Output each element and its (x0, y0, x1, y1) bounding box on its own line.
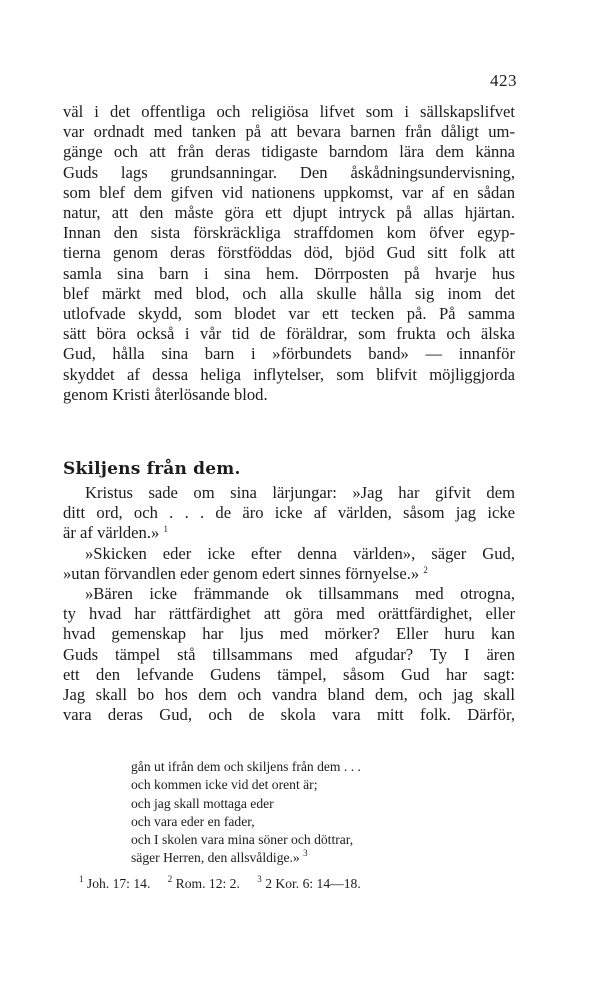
text-line: Guds tämpel stå tillsammans med afgudar? Ty I ären (63, 644, 515, 664)
text-line: ett den lefvande Gudens tämpel, såsom Gud har sagt: (63, 664, 515, 684)
text-line: Guds lags grundsanningar. Den åskådningsundervisning, (63, 162, 515, 182)
text-line: vara deras Gud, och de skola vara mitt folk. Därför, (63, 705, 515, 725)
verse-line (131, 849, 361, 867)
section-body (63, 483, 515, 725)
text-line: genom Kristi återlösande blod. (63, 384, 268, 404)
text-line (63, 564, 515, 584)
text-line: »Skicken eder icke efter denna världen», säger Gud, (85, 543, 515, 563)
text-line: Gud, hålla sina barn i »förbundets band» — innanför (63, 344, 515, 364)
footnote-text: 2 Kor. 6: 14—18. (265, 876, 361, 891)
text-line: tierna genom deras förstföddas död, bjöd Gud sitt folk att (63, 243, 515, 263)
footnote-ref: 3 (303, 848, 308, 859)
text-line: »Bären icke främmande ok tillsammans med otrogna, (85, 584, 515, 604)
footnote-number: 3 (257, 874, 262, 884)
text-line-content: »utan förvandlen eder genom edert sinnes förnyelse.» (63, 563, 420, 583)
text-line: skyddet af dessa heliga inflytelser, som blifvit möjliggjorda (63, 364, 515, 384)
text-line: var ordnadt med tanken på att bevara barnen från dåligt um- (63, 122, 515, 142)
verse-line: gån ut ifrån dem och skiljens från dem . . . (131, 759, 361, 774)
footnote-number: 1 (79, 874, 84, 884)
footnote (257, 876, 360, 891)
text-line: sätt böra också i vår tid de föräldrar, som frukta och älska (63, 324, 515, 344)
text-line: gänge och att från deras tidigaste barndom lära dem känna (63, 142, 515, 162)
footnote (168, 876, 240, 891)
text-line (63, 523, 515, 543)
text-line: Jag skall bo hos dem och vandra bland dem, och jag skall (63, 685, 515, 705)
text-line: väl i det offentliga och religiösa lifvet som i sällskapslifvet (63, 102, 515, 121)
footnote (79, 876, 150, 891)
section-heading: Skiljens från dem. (63, 459, 241, 479)
text-line: samla sina barn i sina hem. Dörrposten på hvarje hus (63, 263, 515, 283)
text-line: natur, att den måste göra ett djupt intryck på allas hjärtan. (63, 203, 515, 223)
footnote-ref: 1 (163, 524, 168, 535)
footnotes (79, 876, 375, 892)
paragraph-1 (63, 102, 515, 405)
footnote-text: Rom. 12: 2. (175, 876, 240, 891)
verse-line: och vara eder en fader, (131, 813, 255, 829)
footnote-ref: 2 (423, 564, 428, 575)
verse-line: och jag skall mottaga eder (131, 795, 274, 811)
verse-line: och kommen icke vid det orent är; (131, 777, 318, 793)
text-line: som blef dem gifven vid nationens uppkomst, var af en sådan (63, 182, 515, 202)
verse-line-content: säger Herren, den allsvåldige.» (131, 850, 300, 866)
text-line: utlofvade skydd, som blodet var ett tecken på. På samma (63, 304, 515, 324)
text-line-content: är af världen.» (63, 523, 160, 543)
text-line: Innan den sista förskräckliga straffdomen kom öfver egyp- (63, 223, 515, 243)
footnote-text: Joh. 17: 14. (86, 876, 151, 891)
text-line: ty hvad har rättfärdighet att göra med orättfärdighet, eller (63, 604, 515, 624)
text-line: blef märkt med blod, och alla skulle hålla sig inom det (63, 283, 515, 303)
text-line: ditt ord, och . . . de äro icke af världen, såsom jag icke (63, 503, 515, 523)
footnote-number: 2 (167, 874, 173, 884)
text-line: Kristus sade om sina lärjungar: »Jag har gifvit dem (85, 483, 515, 502)
page-number: 423 (490, 71, 517, 90)
verse-quote (131, 758, 361, 868)
verse-line: och I skolen vara mina söner och döttrar, (131, 832, 354, 848)
text-line: hvad gemenskap har ljus med mörker? Eller huru kan (63, 624, 515, 644)
